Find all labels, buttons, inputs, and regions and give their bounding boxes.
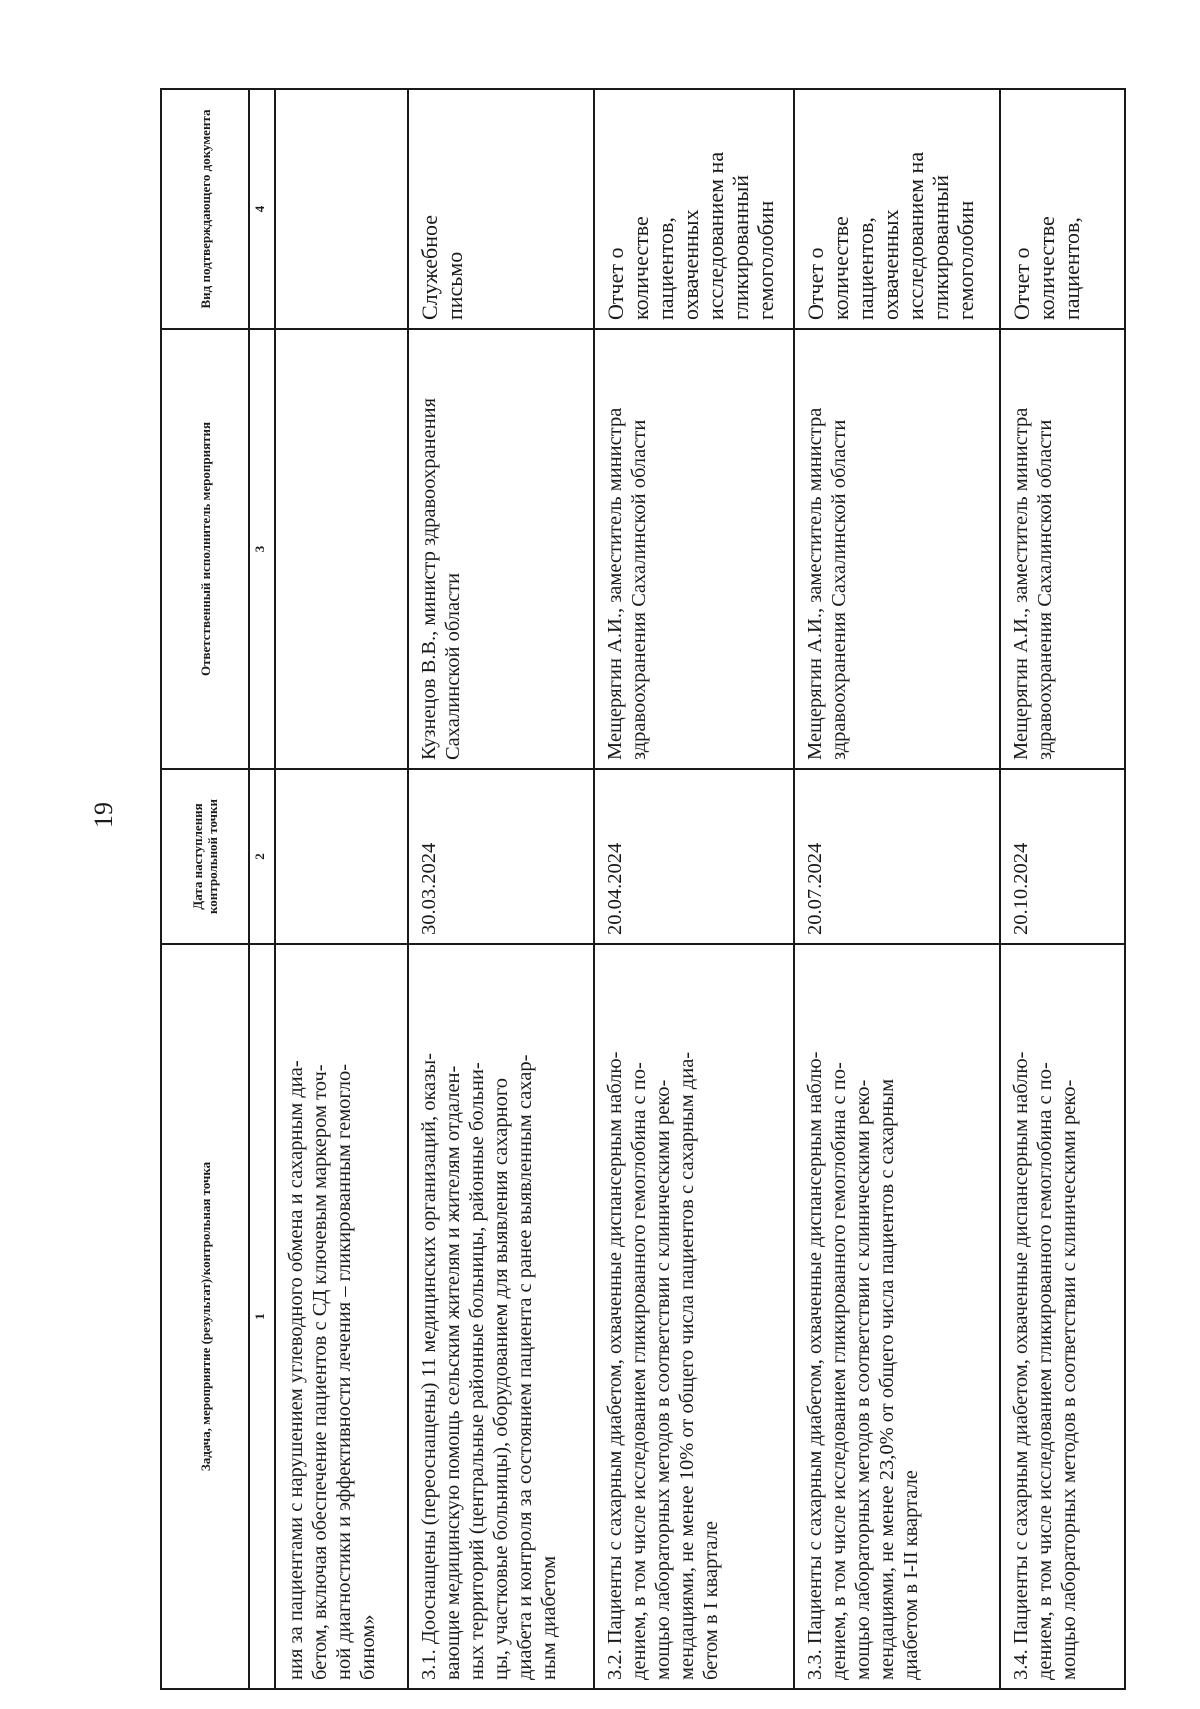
responsible-text: Мещерягин А.И., заместитель министра здравоохранения Сахалинской области	[804, 407, 850, 760]
document-type: Отчет о количестве пациентов,	[1009, 216, 1084, 320]
rotated-table-container	[160, 90, 1090, 1690]
table-row	[794, 89, 1000, 1689]
task-text: 3.2. Пациенты с сахарным диабетом, охваченные диспансерным наблю- дением, в том числе исследованием гликированного гемоглобина с по- мощью лабораторных методов в соответствии с клиническими реко- мендациями, не менее 10% от общего числа пациентов с сахарным диа- бетом в I квартале	[604, 1051, 722, 1680]
control-points-table	[160, 88, 1126, 1690]
column-number: 2	[249, 769, 275, 944]
task-text: 3.1. Дооснащены (переоснащены) 11 медицинских организаций, оказы- вающие медицинскую помощь сельским жителям и жителям отдален- ных территорий (центральные районные больницы, районные больни- цы, участковые больницы), оборудованием для выявления сахарного диабета и контроля за состоянием пациента с ранее выявленным сахар- ным диабетом	[418, 1053, 560, 1680]
control-date: 20.07.2024	[804, 842, 826, 935]
responsible-text: Мещерягин А.И., заместитель министра здравоохранения Сахалинской области	[604, 407, 650, 760]
column-number: 4	[249, 89, 275, 329]
task-text: 3.4. Пациенты с сахарным диабетом, охваченные диспансерным наблю- дением, в том числе исследованием гликированного гемоглобина с по- мощью лабораторных методов в соответствии с клиническими реко-	[1010, 1051, 1080, 1680]
table-row	[408, 89, 594, 1689]
table-row	[275, 89, 408, 1689]
column-number: 1	[249, 944, 275, 1689]
control-date: 30.03.2024	[418, 842, 440, 935]
header-task: Задача, мероприятие (результат)/контрольная точка	[161, 944, 249, 1689]
document-type: Отчет о количестве пациентов, охваченных исследованием на гликированный гемоголобин	[803, 151, 978, 320]
table-row	[1000, 89, 1125, 1689]
table-row	[594, 89, 794, 1689]
task-text: ния за пациентами с нарушением углеводного обмена и сахарным диа- бетом, включая обеспечение пациентов с СД ключевым маркером точ- ной диагностики и эффективности лечения – гликированным гемогло- бином»	[285, 1060, 379, 1680]
responsible-text: Кузнецов В.В., министр здравоохранения Сахалинской области	[418, 397, 464, 760]
control-date: 20.04.2024	[604, 842, 626, 935]
page-number: 19	[89, 802, 118, 828]
column-number-row	[249, 89, 275, 1689]
header-responsible: Ответственный исполнитель мероприятия	[161, 329, 249, 769]
control-date: 20.10.2024	[1010, 842, 1032, 935]
table-header-row	[161, 89, 249, 1689]
document-type: Отчет о количестве пациентов, охваченных исследованием на гликированный гемоголобин	[603, 151, 778, 320]
column-number: 3	[249, 329, 275, 769]
responsible-text: Мещерягин А.И., заместитель министра здравоохранения Сахалинской области	[1010, 407, 1056, 760]
header-date: Дата наступления контрольной точки	[161, 769, 249, 944]
header-document: Вид подтверждающего документа	[161, 89, 249, 329]
document-type: Служебное письмо	[417, 214, 467, 320]
task-text: 3.3. Пациенты с сахарным диабетом, охваченные диспансерным наблю- дением, в том числе исследованием гликированного гемоглобина с по- мощью лабораторных методов в соответствии с клиническими реко- мендациями, не менее 23,0% от общего числа пациентов с сахарным диабетом в I-II квартале	[804, 1051, 922, 1680]
